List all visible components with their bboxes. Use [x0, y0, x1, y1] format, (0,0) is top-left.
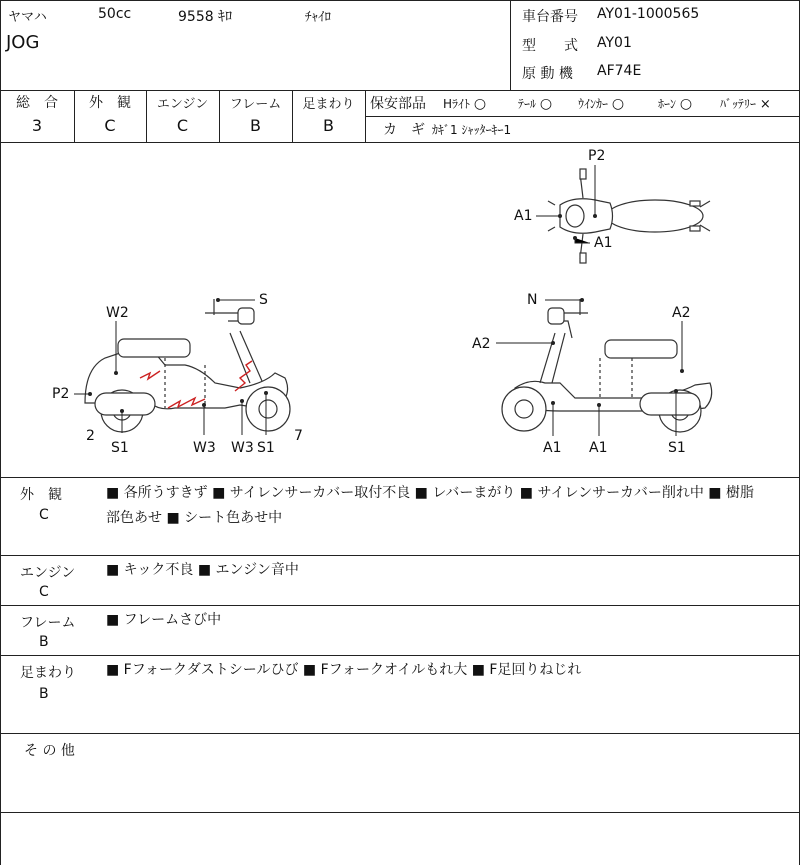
detail-frame-grade: B: [39, 634, 49, 650]
displacement: 50cc: [98, 6, 132, 22]
horn-status: ○: [679, 96, 693, 112]
frame-no-label: 車台番号: [522, 9, 578, 25]
grade-engine-value: C: [176, 116, 189, 135]
detail-exterior-text: ■ 各所うすきず ■ サイレンサーカバー取付不良 ■ レバーまがり ■ サイレンサーカバー削れ中 ■ 樹脂: [106, 485, 754, 501]
grade-suspension-value: B: [323, 116, 334, 135]
mileage-unit: ｷﾛ: [218, 9, 233, 25]
safety-item-winker: ｳｲﾝｶｰ ○: [578, 96, 625, 112]
engine-value: AF74E: [597, 63, 642, 79]
label-top-a1-left: A1: [514, 208, 533, 224]
detail-suspension-grade: B: [39, 686, 49, 702]
tail-status: ○: [539, 96, 553, 112]
winker-status: ○: [611, 96, 625, 112]
detail-suspension-label: 足まわり: [20, 665, 76, 681]
mileage: [178, 6, 232, 26]
grade-suspension-label: 足まわり: [302, 97, 355, 112]
safety-item-battery: ﾊﾞｯﾃﾘｰ ×: [720, 97, 771, 112]
mileage-value: 9558: [178, 9, 214, 25]
safety-item-horn: ﾎｰﾝ ○: [658, 96, 693, 112]
grade-overall-label: 総 合: [16, 95, 58, 111]
detail-exterior-text2: 部色あせ ■ シート色あせ中: [106, 510, 283, 526]
safety-label: 保安部品: [370, 96, 426, 112]
label-top-a1-bottom: A1: [594, 235, 613, 251]
label-left-w2: W2: [106, 305, 129, 321]
label-left-w3a: W3: [193, 440, 216, 456]
detail-exterior-label: 外 観: [20, 487, 62, 503]
safety-item-tail: ﾃｰﾙ ○: [518, 96, 553, 112]
key-value: ｶｷﾞ1 ｼｬｯﾀｰｷｰ1: [432, 123, 512, 137]
grade-exterior-label: 外 観: [89, 95, 131, 111]
label-left-7: 7: [294, 428, 303, 444]
label-right-a1b: A1: [589, 440, 608, 456]
detail-engine-label: エンジン: [20, 565, 76, 581]
model-name: JOG: [6, 32, 40, 53]
grade-engine-label: エンジン: [156, 97, 209, 112]
label-left-2: 2: [86, 428, 95, 444]
label-right-a1a: A1: [543, 440, 562, 456]
engine-label: 原 動 機: [522, 66, 573, 82]
detail-engine-text: ■ キック不良 ■ エンジン音中: [106, 562, 299, 578]
type-value: AY01: [597, 35, 632, 51]
battery-status: ×: [759, 97, 771, 112]
label-right-a2-left: A2: [472, 336, 491, 352]
detail-engine-grade: C: [39, 584, 49, 600]
color: ﾁｬｲﾛ: [305, 10, 331, 25]
label-right-n: N: [527, 292, 538, 308]
label-left-p2: P2: [52, 386, 70, 402]
label-left-s1a: S1: [111, 440, 129, 456]
scooter-top-view: [548, 169, 710, 263]
type-label: 型 式: [522, 38, 578, 54]
detail-frame-text: ■ フレームさび中: [106, 612, 222, 628]
detail-frame-label: フレーム: [20, 615, 76, 631]
label-left-s: S: [259, 292, 268, 308]
detail-other-label: そ の 他: [24, 743, 75, 759]
label-top-p2: P2: [588, 148, 606, 164]
label-right-a2-right: A2: [672, 305, 691, 321]
grade-overall-value: 3: [31, 116, 43, 135]
label-left-w3b: W3: [231, 440, 254, 456]
maker: ヤマハ: [8, 10, 47, 25]
key-label: カ ギ: [383, 122, 425, 138]
label-right-s1: S1: [668, 440, 686, 456]
grade-frame-label: フレーム: [229, 97, 282, 112]
headlight-status: ○: [473, 96, 487, 112]
frame-no: AY01-1000565: [597, 6, 700, 22]
detail-exterior-grade: C: [39, 507, 49, 523]
label-left-s1b: S1: [257, 440, 275, 456]
detail-suspension-text: ■ Fフォークダストシールひび ■ Fフォークオイルもれ大 ■ F足回りねじれ: [106, 662, 582, 678]
safety-item-headlight: Hﾗｲﾄ ○: [443, 96, 487, 112]
grade-exterior-value: C: [104, 116, 116, 135]
grade-frame-value: B: [250, 116, 261, 135]
